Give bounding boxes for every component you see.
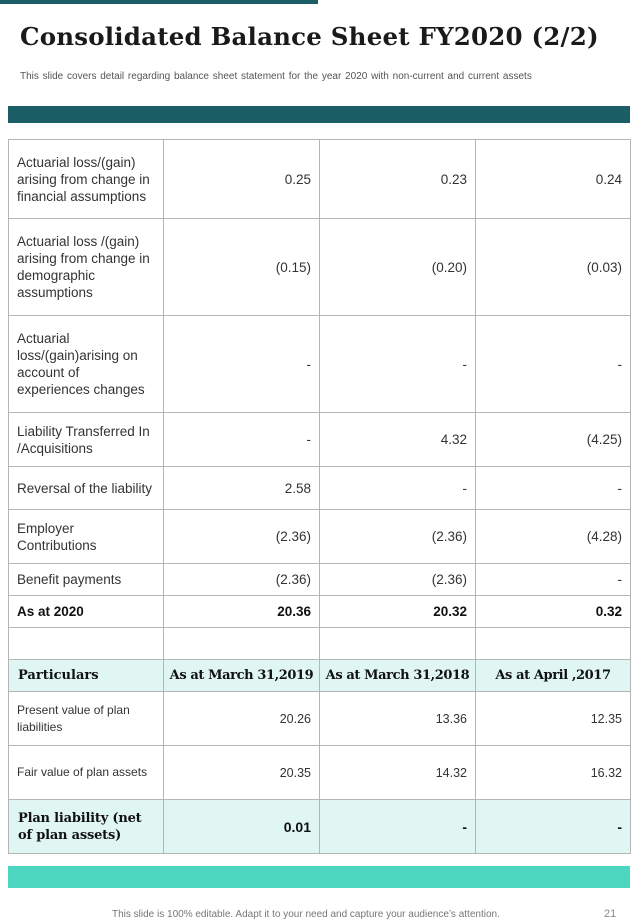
- table-header-band: [8, 106, 630, 123]
- value-cell: (4.25): [476, 413, 631, 467]
- table-row: [9, 316, 631, 413]
- column-header: As at April ,2017: [476, 660, 631, 692]
- value-cell: -: [320, 467, 476, 510]
- value-cell: 12.35: [476, 692, 631, 746]
- value-cell: -: [476, 800, 631, 854]
- value-cell: 0.25: [164, 140, 320, 219]
- page-subtitle: This slide covers detail regarding balance sheet statement for the year 2020 with non-current and current assets: [20, 71, 532, 82]
- value-cell: 16.32: [476, 746, 631, 800]
- value-cell: 13.36: [320, 692, 476, 746]
- value-cell: -: [476, 564, 631, 596]
- row-label: Plan liability (net of plan assets): [9, 800, 164, 854]
- value-cell: -: [476, 467, 631, 510]
- value-cell: 0.24: [476, 140, 631, 219]
- value-cell: (0.03): [476, 219, 631, 316]
- value-cell: 2.58: [164, 467, 320, 510]
- value-cell: 4.32: [320, 413, 476, 467]
- table-row: [9, 413, 631, 467]
- row-label: Actuarial loss/(gain) arising from change in financial assumptions: [9, 140, 164, 219]
- plan-liability-row: [9, 800, 631, 854]
- row-label: Benefit payments: [9, 564, 164, 596]
- row-label: Actuarial loss/(gain)arising on account of experiences changes: [9, 316, 164, 413]
- row-label: Employer Contributions: [9, 510, 164, 564]
- top-accent-bar: [0, 0, 318, 4]
- table-row: [9, 219, 631, 316]
- footer-note: This slide is 100% editable. Adapt it to your need and capture your audience’s attention.: [112, 909, 500, 920]
- value-cell: -: [320, 800, 476, 854]
- row-label: As at 2020: [9, 596, 164, 628]
- value-cell: 20.36: [164, 596, 320, 628]
- total-row: [9, 596, 631, 628]
- value-cell: (0.20): [320, 219, 476, 316]
- particulars-header: Particulars: [9, 660, 164, 692]
- row-label: Reversal of the liability: [9, 467, 164, 510]
- value-cell: (2.36): [320, 510, 476, 564]
- value-cell: (0.15): [164, 219, 320, 316]
- row-label: Actuarial loss /(gain) arising from change in demographic assumptions: [9, 219, 164, 316]
- table-row: [9, 467, 631, 510]
- value-cell: 0.23: [320, 140, 476, 219]
- row-label: Liability Transferred In /Acquisitions: [9, 413, 164, 467]
- value-cell: 20.26: [164, 692, 320, 746]
- bottom-accent-band: [8, 866, 630, 888]
- page-title: Consolidated Balance Sheet FY2020 (2/2): [20, 22, 599, 51]
- table-row: [9, 510, 631, 564]
- column-header: As at March 31,2018: [320, 660, 476, 692]
- empty-row: [9, 628, 631, 660]
- value-cell: 0.32: [476, 596, 631, 628]
- particulars-header-row: [9, 660, 631, 692]
- page-number: 21: [604, 908, 617, 920]
- value-cell: (2.36): [320, 564, 476, 596]
- table-row: [9, 564, 631, 596]
- value-cell: 20.35: [164, 746, 320, 800]
- row-label: Fair value of plan assets: [9, 746, 164, 800]
- value-cell: -: [320, 316, 476, 413]
- value-cell: -: [476, 316, 631, 413]
- value-cell: (2.36): [164, 564, 320, 596]
- table-row: [9, 692, 631, 746]
- row-label: Present value of plan liabilities: [9, 692, 164, 746]
- balance-sheet-table: [8, 139, 631, 854]
- column-header: As at March 31,2019: [164, 660, 320, 692]
- value-cell: -: [164, 413, 320, 467]
- value-cell: -: [164, 316, 320, 413]
- table-row: [9, 140, 631, 219]
- value-cell: 0.01: [164, 800, 320, 854]
- value-cell: 20.32: [320, 596, 476, 628]
- table-row: [9, 746, 631, 800]
- value-cell: 14.32: [320, 746, 476, 800]
- value-cell: (4.28): [476, 510, 631, 564]
- value-cell: (2.36): [164, 510, 320, 564]
